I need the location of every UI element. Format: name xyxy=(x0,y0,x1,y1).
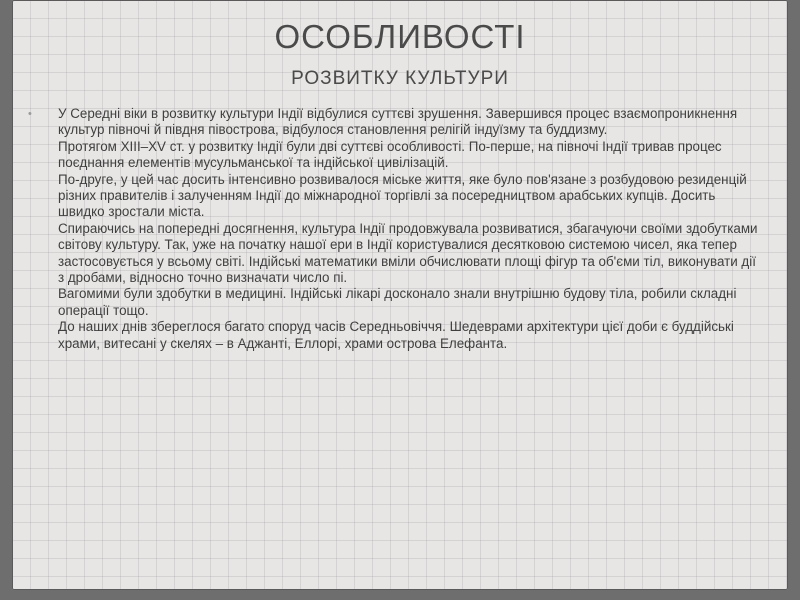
paragraph-3: По-друге, у цей час досить інтенсивно розвивалося міське життя, яке було пов'язане з розбудовою резиденцій різних правителів і залученням Індії до міжнародної торгівлі за посередництвом арабських купців. Досить швидко зростали міста. xyxy=(58,171,747,220)
slide-body xyxy=(28,106,758,352)
slide-title: ОСОБЛИВОСТІ xyxy=(274,18,526,55)
bullet-icon: • xyxy=(28,108,32,120)
paragraph-5: Вагомими були здобутки в медицині. Індійські лікарі досконало знали внутрішню будову тіла, робили складні операції тощо. xyxy=(58,286,737,318)
paragraph-6: До наших днів збереглося багато споруд часів Середньовіччя. Шедеврами архітектури цієї доби є буддійські храми, витесані у скелях – в Аджанті, Еллорі, храми острова Елефанта. xyxy=(58,319,734,351)
paragraph-2: Протягом XIII–XV ст. у розвитку Індії були дві суттєві особливості. По-перше, на півночі Індії тривав процес поєднання елементів мусульманської та індійської цивілізацій. xyxy=(58,138,722,171)
paragraph-1: У Середні віки в розвитку культури Індії відбулися суттєві зрушення. Завершився процес взаємопроникнення культур півночі й півдня півострова, відбулося становлення релігій індуїзму та буддизму. xyxy=(58,106,738,138)
slide xyxy=(12,0,788,590)
paragraph-4: Спираючись на попередні досягнення, культура Індії продовжувала розвиватися, збагачуючи своїми здобутками світову культуру. Так, уже на початку нашої ери в Індії користувалися десятковою системою чисел, яка тепер застосовується у всьому світі. Індійські математики вміли обчислювати площі фігур та об'єми тіл, виконувати дії з дробами, відносно точно визначати число пі. xyxy=(58,220,758,286)
slide-subtitle: РОЗВИТКУ КУЛЬТУРИ xyxy=(291,68,509,89)
